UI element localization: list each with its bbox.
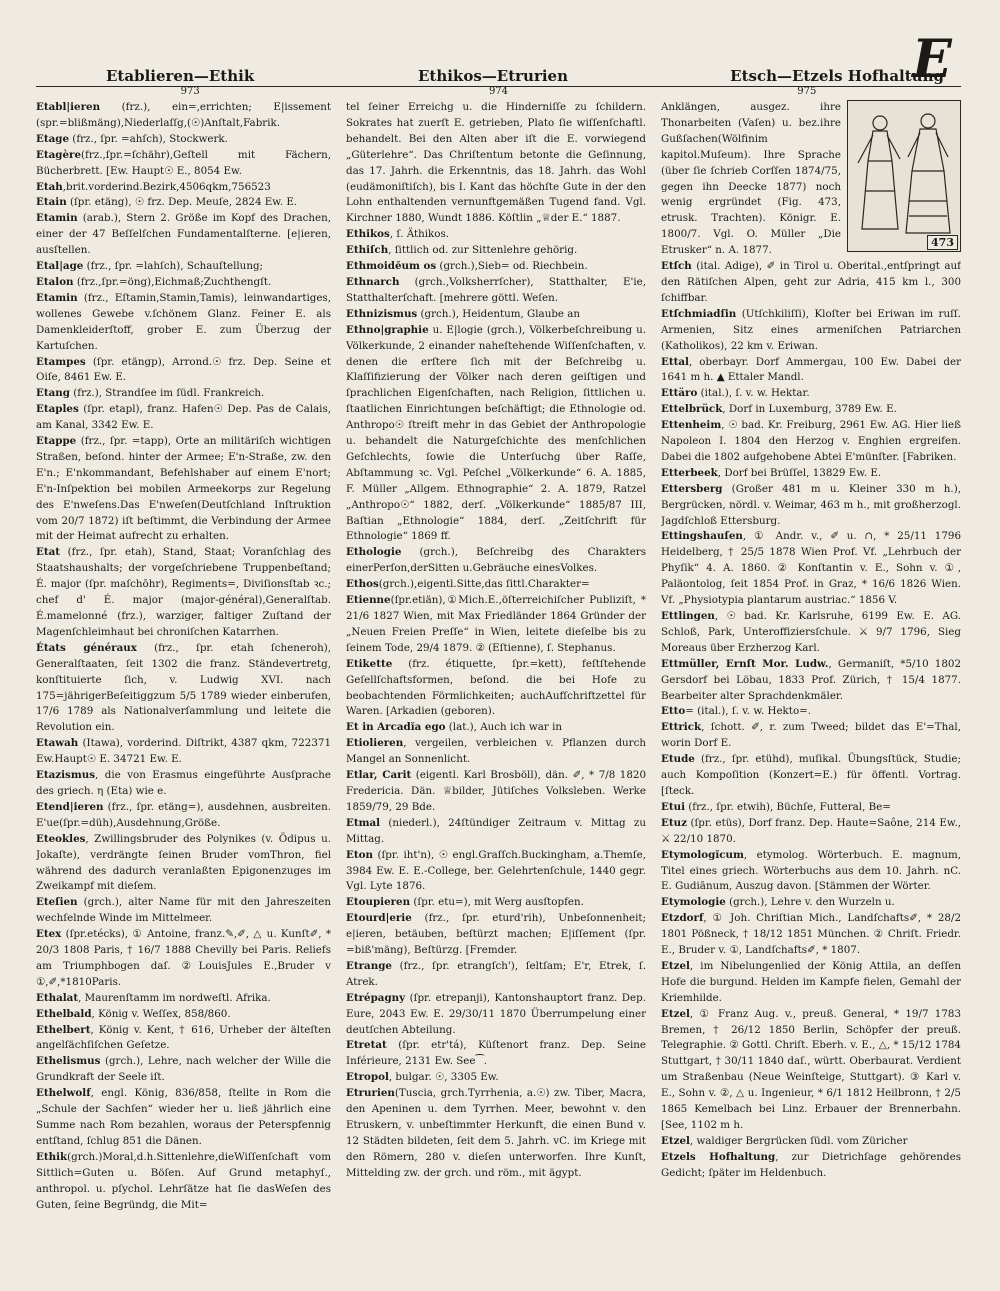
entry-headword: Etſchmiadſin [661, 307, 737, 320]
entry-text: , ① Andr. v., ✐ u. ∩, * 25/11 1796 Heidelberg, † 25/5 1878 Wien Prof. Vf. „Lehrbuch der Phyſik“ 4. A. 1860. ② Konſtantin v. E., Sohn v. ①, Paläontolog, ſeit 1854 Prof. in Graz, * 16/6 1826 Wien. Vf. „Physiotypia plantarum austriac.“ 1856 V. [661, 530, 961, 607]
entry-text: (frz., Eſtamin,Stamin,Tamis), leinwandartiges, wollenes Gewebe v.ſchönem Glanz. Feiner E. als Damenkleiderſtoff, grober E. zum Überzug der Kartuſchen. [36, 291, 331, 352]
entry-text: u. E|logie (grch.), Völkerbeſchreibung u. Völkerkunde, 2 einander naheſtehende Wiſſenſchaften, v. denen die erſtere ſich mit der Beſchreibg u. Klaſſifizierung der Völker nach deren geiſtigen und ſprachlichen Eigenſchaften, nach Religion, ſittlichen u. ſtaatlichen Einrichtungen beſchäftigt; die Ethnologie od. Anthropo☉ ſtreift mehr in das Gebiet der Anthropologie u. behandelt die Naturgeſchichte des menſchlichen Geſchlechts, ſowie die Unterſuchg über Raſſe, Abſtammung ꝛc. Vgl. Peſchel „Völkerkunde“ 6. A. 1885, F. Müller „Allgem. Ethnographie“ 2. A. 1879, Ratzel „Anthropo☉“ 1882, derſ. „Völkerkunde“ 1885/87 III, Baſtian „Ethnologie“ 1884, derſ. „Zeitſchrift für Ethnologie“ 1869 ff. [346, 323, 646, 543]
entry-text: (frz., ſpr. etühd), muſikal. Übungsſtück, Studie; auch Kompoſition (Konzert=E.) für öffentl. Vortrag. [ſteck. [661, 753, 961, 797]
dictionary-entry [661, 1007, 961, 1134]
entry-text: , Zwillingsbruder des Polynikes (v. Ödipus u. Jokaſte), verdrängte ſeinen Bruder vomThron, fiel während des dadurch veranlaßten Epigonenzuges im Zweikampf mit dieſem. [36, 832, 331, 893]
entry-text: , vergeilen, verbleichen v. Pflanzen durch Mangel an Sonnenlicht. [346, 737, 646, 766]
entry-text: (ital.), ſ. v. w. Hektar. [697, 387, 810, 400]
entry-text: (grch.), Heidentum, Glaube an [417, 307, 581, 320]
entry-text: (frz., ſpr. =ahſch), Stockwerk. [69, 132, 228, 145]
entry-text: , ſchott. ✐, r. zum Tweed; bildet das E'=Thal, worin Dorf E. [661, 721, 961, 750]
dictionary-entry [346, 848, 646, 896]
dictionary-entry [661, 657, 961, 705]
entry-text: , Germaniſt, *5/10 1802 Gersdorf bei Löbau, 1833 Prof. Zürich, † 15/4 1877. Bearbeiter alter Sprachdenkmäler. [661, 657, 961, 702]
entry-headword: Ethelwolf [36, 1087, 91, 1100]
dictionary-entry [36, 895, 331, 927]
dictionary-entry [346, 593, 646, 657]
dictionary-entry [36, 1150, 331, 1214]
dictionary-entry [346, 736, 646, 768]
entry-text: (frz., ſpr. etwih), Büchſe, Futteral, Be= [685, 800, 891, 813]
running-head-center: Ethikos—Etrurien [417, 67, 568, 85]
entry-headword: États généraux [36, 641, 137, 654]
entry-headword: Etabl|ieren [36, 101, 101, 113]
entry-headword: Etend|ieren [36, 800, 104, 813]
dictionary-entry [36, 132, 331, 148]
entry-text: (grch.,Volksherrſcher), Statthalter, E'ie, Statthalterſchaft. [mehrere göttl. Weſen. [346, 275, 646, 304]
entry-headword: Etude [661, 753, 695, 766]
dictionary-entry [661, 895, 961, 911]
entry-headword: Etamin [36, 212, 78, 225]
entry-headword: Etlar, Carit [346, 769, 412, 782]
dictionary-entry [346, 816, 646, 848]
dictionary-entry [36, 800, 331, 832]
entry-headword: Ethmoidĕum os [346, 260, 437, 273]
entry-headword: Ethik [36, 1150, 68, 1163]
entry-headword: Et in Arcadĭa ego [346, 721, 446, 734]
dictionary-entry [36, 545, 331, 640]
entry-text: , die von Erasmus eingeführte Ausſprache des griech. η (Eta) wie e. [36, 769, 331, 797]
entry-text: (ſpr. etapl), franz. Hafen☉ Dep. Pas de Calais, am Kanal, 3342 Ew. E. [36, 403, 331, 432]
entry-headword: Etage [36, 132, 70, 145]
entry-text: Anklängen, ausgez. ihre Thonarbeiten (Vaſen) u. bez.ihre Gußſachen(Wölfinim kapitol.Muſeum). Ihre Sprache (über ſie ſchrieb Corſſen 1874/75, gegen ihn Deecke 1877) noch wenig ergründet (Fig. 473, etrusk. Trachten). Königr. E. 1800/7. Vgl. O. Müller „Die Etrusker“ n. A. 1877. [661, 101, 841, 257]
entry-text: (frz., ſpr. eturd'rih), Unbeſonnenheit; e|ieren, betäuben, beſtürzt machen; E|iſſement (ſpr. =biß'mäng), Beſtürzg. [Fremder. [346, 912, 646, 957]
entry-headword: Ettrick [661, 721, 702, 734]
entry-text: (frz. étiquette, ſpr.=kett), feſtſtehende Geſellſchaftsformen, beſond. die bei Hofe zu beobachtenden Förmlichkeiten; auchAufſchriftzettel für Waren. [Arkadien (geboren). [346, 657, 646, 718]
dictionary-entry [661, 402, 961, 418]
entry-text: , ſittlich od. zur Sittenlehre gehörig. [388, 244, 578, 257]
entry-text: , oberbayr. Dorf Ammergau, 100 Ew. Dabei der 1641 m h. ▲ Ettaler Mandl. [661, 355, 961, 384]
entry-headword: Etoupieren [346, 896, 411, 909]
dictionary-entry [661, 482, 961, 530]
dictionary-entry [661, 355, 961, 387]
entry-text: (grch.),eigentl.Sitte,das ſittl.Charakter= [378, 578, 590, 591]
entry-text: (frz.,ſpr.=ſchähr),Geſtell mit Fächern, Bücherbrett. [Ew. Haupt☉ E., 8054 Ew. [36, 148, 331, 177]
entry-text: , zur Dietrichſage gehörendes Gedicht; ſpäter im Heldenbuch. [661, 1150, 961, 1179]
entry-headword: Ettal [661, 355, 689, 368]
entry-headword: Etrange [346, 959, 392, 972]
running-head [36, 55, 950, 85]
dictionary-entry [661, 466, 961, 482]
entry-headword: Etex [36, 928, 62, 941]
entry-text: , waldiger Bergrücken ſüdl. vom Züricher [689, 1134, 908, 1147]
entry-text: (grch.), Lehre, nach welcher der Wille die Grundkraft der Seele iſt. [36, 1055, 331, 1084]
entry-headword: Etat [36, 546, 61, 559]
entry-text: (ſpr.etécks), ① Antoine, franz.✎,✐, △ u. Kunſt✐, * 20/3 1808 Paris, † 16/7 1888 Chevilly bei Paris. Reliefs am Triumphbogen daſ. ②LouisJules E.,Bruder v ①,✐,*1810Paris. [36, 928, 331, 988]
entry-headword: Etal|age [36, 260, 84, 273]
entry-headword: Etiolieren [346, 737, 404, 750]
dictionary-entry [346, 227, 646, 243]
dictionary-entry [661, 704, 961, 720]
dictionary-entry [36, 195, 331, 211]
dictionary-entry [346, 991, 646, 1039]
column-975 [661, 100, 961, 1255]
entry-text: (grch.)Moral,d.h.Sittenlehre,dieWiſſenſchaft vom Sittlich=Guten u. Böſen. Auf Grund metaphyſ., anthropol. u. pſychol. Lehrſätze hat ſie dasWeſen des Guten, ſeine Begründg, die Mit= [36, 1150, 331, 1211]
entry-headword: Ethikos [346, 228, 390, 241]
entry-text: , König v. Weſſex, 858/860. [91, 1007, 231, 1020]
dictionary-entry [346, 307, 646, 323]
dictionary-entry [346, 323, 646, 546]
entry-headword: Etretat [346, 1039, 387, 1052]
entry-text: (frz.), Strandſee im ſüdl. Frankreich. [69, 387, 265, 400]
dictionary-entry [36, 402, 331, 434]
dictionary-entry [346, 243, 646, 259]
entry-text: (ſpr. etrepanji), Kantonshauptort franz. Dep. Eure, 2043 Ew. E. 29/30/11 1870 Überrumpelung einer deutſchen Abteilung. [346, 991, 646, 1036]
dictionary-entry [346, 259, 646, 275]
dictionary-entry [346, 1086, 646, 1181]
entry-headword: Ethnarch [346, 275, 400, 288]
dictionary-entry [36, 1023, 331, 1055]
entry-headword: Ettäro [661, 387, 698, 400]
entry-text: (ſpr. etängp), Arrond.☉ frz. Dep. Seine et Oiſe, 8461 Ew. E. [36, 355, 331, 384]
entry-text: , ☉ bad. Kr. Karlsruhe, 6199 Ew. E. AG. Schloß, Park, Unteroffiziersſchule. ⚔ 9/7 1796, Sieg Moreaus über Erzherzog Karl. [661, 610, 961, 654]
entry-headword: Etymologie [661, 896, 726, 909]
entry-text: (ſpr.etiän),①Mich.E.,öſterreichiſcher Publiziſt, * 21/6 1827 Wien, mit Max Friedländer 1864 Gründer der „Neuen Freien Preſſe“ in Wien, leitete dieſelbe bis zu ſeinem Tode, 29/4 1879. ② (Eſtienne), ſ. Stephanus. [346, 594, 646, 654]
section-letter: E [912, 29, 952, 90]
page-number-975: 975 [797, 86, 817, 97]
page-number-973: 973 [180, 86, 200, 97]
entry-text: tel ſeiner Erreichg u. die Hinderniſſe zu ſchildern. Sokrates hat zuerſt E. getrieben, Plato ſie wiſſenſchaftl. behandelt. Bei den Alten aber iſt die E. vorwiegend „Güterlehre“. Das Chriſtentum betonte die Geſinnung, das 17. Jahrh. die Erkenntnis, das 18. Jahrh. das Wohl (eudämoniſtiſch), bis I. Kant das höchſte Gute in der den Lohn enthaltenden vernunftgemäßen Tugend fand. Vgl. Kirchner 1880, Wundt 1886. Köſtlin „♕der E.“ 1887. [346, 101, 646, 225]
dictionary-entry [36, 100, 331, 132]
dictionary-entry [661, 1134, 961, 1150]
dictionary-entry [36, 1086, 331, 1150]
entry-headword: Etang [36, 387, 70, 400]
entry-headword: Etzel [661, 1134, 690, 1147]
dictionary-entry [36, 641, 331, 736]
entry-headword: Ethologie [346, 546, 402, 559]
entry-headword: Ethalat [36, 991, 79, 1004]
entry-text: (frz., ſpr. etrangſch'), ſeltſam; E'r, Etrek, ſ. Atrek. [346, 959, 646, 988]
dictionary-entry [346, 657, 646, 721]
entry-headword: Etzel [661, 959, 690, 972]
entry-headword: Etſch [661, 260, 692, 273]
dictionary-entry [661, 848, 961, 896]
running-head-right: Etsch—Etzels Hofhaltung [730, 67, 944, 85]
dictionary-entry [346, 100, 646, 227]
entry-headword: Etterbeek [661, 466, 718, 479]
figure-number: 473 [927, 235, 958, 250]
entry-headword: Etrurien [346, 1087, 395, 1100]
entry-headword: Etrépagny [346, 991, 406, 1004]
dictionary-entry [661, 1150, 961, 1182]
entry-text: (grch.), Lehre v. den Wurzeln u. [725, 896, 895, 909]
dictionary-entry [36, 991, 331, 1007]
entry-headword: Etazismus [36, 769, 96, 782]
dictionary-entry [346, 768, 646, 816]
entry-headword: Eteſien [36, 896, 78, 909]
entry-headword: Ethiſch [346, 244, 389, 257]
entry-headword: Ethno|graphie [346, 323, 429, 336]
entry-text: , etymolog. Wörterbuch. E. magnum, Titel eines griech. Wörterbuchs aus dem 10. Jahrh. nC. E. Gudiānum, Auszug davon. [Stämmen der Wörter. [661, 848, 961, 893]
entry-text: ,brit.vorderind.Bezirk,4506qkm,756523 [62, 180, 271, 193]
dictionary-entry [661, 386, 961, 402]
dictionary-entry [36, 355, 331, 387]
dictionary-entry [346, 577, 646, 593]
entry-text: (eigentl. Karl Brosböll), dän. ✐, * 7/8 1820 Fredericia. Dän. ♕bilder, Jütiſches Volksleben. Werke 1859/79, 29 Bde. [346, 769, 646, 813]
dictionary-entry [661, 959, 961, 1007]
entry-headword: Etourd|erie [346, 912, 412, 925]
entry-headword: Ettersberg [661, 482, 723, 495]
entry-text: (grch.),Sieb= od. Riechbein. [436, 260, 588, 273]
entry-text: (Tuscia, grch.Tyrrhenia, a.☉) zw. Tiber, Macra, den Apeninen u. dem Tyrrhen. Meer, bewohnt v. den Etruskern, v. unbeſtimmter Herkunft, die einen Bund v. 12 Städten bildeten, ſeit dem 5. Jahrh. vC. im Kriege mit den Römern, 280 v. dieſen unterworfen. Ihre Kunſt, Mittelding zw. der grch. und röm., mit ägypt. [346, 1087, 646, 1179]
entry-text: , engl. König, 836/858, ſtellte in Rom die „Schule der Sachſen“ wieder her u. ließ jährlich eine Summe nach Rom bezahlen, woraus der Peterspfennig entſtand, ſchlug 851 die Dänen. [36, 1087, 331, 1147]
entry-text: , Maurenſtamm im nordweſtl. Afrika. [78, 991, 271, 1004]
dictionary-entry [36, 832, 331, 896]
entry-headword: Ettmüller, Ernſt Mor. Ludw. [661, 657, 829, 670]
entry-text: (grch.), alter Name für mit den Jahreszeiten wechſelnde Winde im Mittelmeer. [36, 896, 331, 925]
dictionary-entry [661, 816, 961, 848]
entry-text: (Utſchkiliſſi), Kloſter bei Eriwan im ruſſ. Armenien, Sitz eines armeniſchen Patriarchen (Katholikos), 22 km v. Eriwan. [661, 307, 961, 352]
entry-text: (ſpr. etäng), ☉ frz. Dep. Meuſe, 2824 Ew. E. [66, 196, 298, 209]
entry-headword: Etropol [346, 1071, 389, 1084]
entry-headword: Etampes [36, 355, 86, 368]
dictionary-entry [346, 1070, 646, 1086]
dictionary-entry [36, 1007, 331, 1023]
entry-headword: Etaples [36, 403, 79, 416]
dictionary-entry [36, 180, 331, 196]
entry-headword: Ettenheim [661, 419, 722, 432]
entry-headword: Ethelismus [36, 1055, 101, 1068]
dictionary-entry [661, 307, 961, 355]
dictionary-entry [661, 418, 961, 466]
entry-text: (frz., ſpr. etah ſcheneroh), Generalſtaaten, ſeit 1302 die franz. Ständevertretg, konſtituierte ſich, v. Ludwig XVI. nach 175=jährigerBeſeitiggzum 5/5 1789 wieder einberufen, 17/6 1789 als Nationalverſammlung und leitete die Revolution ein. [36, 641, 331, 734]
dictionary-entry [346, 720, 646, 736]
etruscan-figures-icon [848, 101, 960, 251]
entry-headword: Ethnizismus [346, 307, 418, 320]
dictionary-entry [36, 275, 331, 291]
entry-text: (frz., ſpr. etäng=), ausdehnen, ausbreiten. E'ue(ſpr.=düh),Ausdehnung,Größe. [36, 800, 331, 829]
entry-headword: Ethos [346, 578, 379, 591]
entry-text: (frz.,ſpr.=öng),Eichmaß;Zuchthengſt. [73, 275, 272, 288]
entry-headword: Etzels Hofhaltung [661, 1150, 776, 1163]
entry-headword: Etymologĭcum [661, 848, 744, 861]
column-973 [36, 100, 331, 1255]
dictionary-entry [346, 911, 646, 959]
dictionary-entry [661, 720, 961, 752]
entry-headword: Etalon [36, 275, 74, 288]
entry-headword: Etain [36, 196, 67, 209]
entry-text: , Dorf in Luxemburg, 3789 Ew. E. [722, 403, 897, 416]
dictionary-entry [346, 959, 646, 991]
entry-headword: Etikette [346, 657, 393, 670]
entry-text: (ſpr. etüs), Dorf franz. Dep. Haute=Saône, 214 Ew., ⚔ 22/10 1870. [661, 816, 961, 845]
entry-text: (Großer 481 m u. Kleiner 330 m h.), Bergrücken, nördl. v. Weimar, 463 m h., mit großherzogl. Jagdſchloß Ettersburg. [661, 482, 961, 527]
entry-text: (ſpr. iht'n), ☉ engl.Graſſch.Buckingham, a.Themſe, 3984 Ew. E. E.-College, ber. Gelehrtenſchule, 1440 gegr. Vgl. Lyte 1876. [346, 848, 646, 893]
entry-text: (ſpr. etu=), mit Werg ausſtopfen. [410, 896, 584, 909]
entry-headword: Etto [661, 705, 686, 718]
dictionary-entry [346, 895, 646, 911]
entry-text: , ſ. Äthikos. [389, 228, 450, 241]
dictionary-entry [661, 911, 961, 959]
dictionary-entry [661, 529, 961, 609]
entry-text: , ① Joh. Chriſtian Mich., Landſchafts✐, * 28/2 1801 Pößneck, † 18/12 1851 München. ② Chriſt. Friedr. E., Bruder v. ①, Landſchafts✐, * 1807. [661, 912, 961, 957]
text-columns [36, 100, 961, 1255]
entry-text: , ① Franz Aug. v., preuß. General, * 19/7 1783 Bremen, † 26/12 1850 Berlin, Schöpfer der preuß. Telegraphie. ② Gottl. Chriſt. Eberh. v. E., △, * 15/12 1784 Stuttgart, † 30/11 1840 daſ., württ. Oberbaurat. Verdient um Straßenbau (Neue Weinſteige, Stuttgart). ③ Karl v. E., Sohn v. ②, △ u. Ingenieur, * 6/1 1812 Heilbronn, † 2/5 1865 Kemelbach bei Linz. Erbauer der Brennerbahn. [See, 1102 m h. [661, 1007, 961, 1131]
dictionary-entry [36, 434, 331, 545]
entry-headword: Etui [661, 800, 686, 813]
entry-headword: Ettlingen [661, 610, 715, 622]
dictionary-entry [36, 386, 331, 402]
column-974 [346, 100, 646, 1255]
entry-text: , König v. Kent, † 616, Urheber der älteſten angelſächſiſchen Geſetze. [36, 1023, 331, 1052]
entry-headword: Etmal [346, 816, 381, 829]
entry-text: (frz., ſpr. =lahſch), Schauſtellung; [83, 260, 264, 273]
entry-text: , Dorf bei Brüſſel, 13829 Ew. E. [717, 466, 882, 479]
entry-headword: Eton [346, 848, 373, 861]
entry-text: (grch.), Beſchreibg des Charakters einerPerſon,derSitten u.Gebräuche einesVolkes. [346, 546, 646, 575]
entry-headword: Etappe [36, 435, 77, 448]
entry-text: (niederl.), 24ſtündiger Zeitraum v. Mittag zu Mittag. [346, 816, 646, 845]
dictionary-entry [36, 1054, 331, 1086]
dictionary-entry [36, 291, 331, 355]
entry-headword: Etuz [661, 816, 687, 829]
entry-text: , bulgar. ☉, 3305 Ew. [388, 1071, 499, 1084]
dictionary-entry [36, 148, 331, 180]
page-number-row [36, 86, 961, 100]
running-head-left: Etablieren—Ethik [106, 67, 255, 85]
dictionary-entry [36, 736, 331, 768]
entry-headword: Ethelbald [36, 1007, 92, 1020]
entry-text: , ☉ bad. Kr. Freiburg, 2961 Ew. AG. Hier ließ Napoleon I. 1804 den Herzog v. Enghien ergreifen. Dabei die 1802 aufgehobene Abtei E'münſter. [Fabriken. [661, 419, 961, 463]
entry-headword: Etzel [661, 1007, 690, 1020]
entry-headword: Ettelbrück [661, 403, 723, 416]
entry-text: (frz.), ein=,errichten; E|issement (spr.=blißmäng),Niederlaſſg,(☉)Anſtalt,Fabrik. [36, 101, 331, 129]
etruscan-figures-illustration [847, 100, 961, 252]
entry-headword: Etienne [346, 594, 391, 607]
dictionary-entry [36, 927, 331, 991]
entry-headword: Eteokles [36, 832, 86, 845]
entry-headword: Etawah [36, 737, 79, 750]
entry-text: (lat.), Auch ich war in [445, 721, 562, 734]
entry-headword: Ethelbert [36, 1023, 91, 1036]
entry-text: (frz., ſpr. etah), Stand, Staat; Voranſchlag des Staatshaushalts; der vorgeſchriebene Truppenbeſtand; É. major (ſpr. maſchōhr), Regiments=, Diviſionsſtab ꝛc.; chef d' É. major (major-général),Generalſtab. É.mamelonné (frz.), warziger, faltiger Zuſtand der Magenſchleimhaut bei chroniſchen Katarrhen. [36, 546, 331, 638]
entry-text: (arab.), Stern 2. Größe im Kopf des Drachen, einer der 47 Beſſelſchen Fundamentalſterne. [e|ieren, ausſtellen. [36, 212, 331, 257]
entry-text: (ital. Adige), ✐ in Tirol u. Oberital.,entſpringt auf den Rätiſchen Alpen, geht zur Adria, 415 km l., 300 ſchiffbar. [661, 260, 961, 304]
dictionary-entry [36, 211, 331, 259]
entry-headword: Etagère [36, 148, 82, 161]
dictionary-entry [661, 752, 961, 800]
entry-headword: Etamin [36, 291, 78, 304]
entry-headword: Etzdorf [661, 912, 704, 925]
entry-headword: Etah [36, 180, 63, 193]
dictionary-entry [661, 609, 961, 657]
dictionary-entry [346, 1038, 646, 1070]
dictionary-entry [36, 259, 331, 275]
entry-text: , im Nibelungenlied der König Attila, an deſſen Hofe die burgund. Helden im Kampfe fielen, Gemahl der Kriemhilde. [661, 959, 961, 1004]
entry-text: (ſpr. etr'tá), Küſtenort franz. Dep. Seine Inférieure, 2131 Ew. See⁀. [346, 1039, 646, 1068]
entry-text: (frz., ſpr. =tapp), Orte an militäriſch wichtigen Straßen, beſond. hinter der Armee; E'n-Straße, zw. den E'n.; E'nkommandant, Befehlshaber auf einem E'nort; E'n-Inſpektion bei mobilen Armeekorps zur Regelung des E'nweſens.Das E'nweſen(Deutſchland Inſtruktion vom 20/7 1872) iſt beſtimmt, die Verbindung der Armee mit der Heimat aufrecht zu erhalten. [36, 435, 331, 543]
dictionary-entry [346, 545, 646, 577]
page-number-974: 974 [488, 86, 509, 97]
entry-text: (Itawa), vorderind. Diſtrikt, 4387 qkm, 722371 Ew.Haupt☉ E. 34721 Ew. E. [36, 737, 331, 766]
dictionary-entry [36, 768, 331, 800]
dictionary-entry [661, 259, 961, 307]
entry-headword: Ettingshauſen [661, 530, 743, 543]
dictionary-entry [661, 800, 961, 816]
entry-text: = (ital.), ſ. v. w. Hekto=. [685, 705, 812, 718]
dictionary-entry [346, 275, 646, 307]
